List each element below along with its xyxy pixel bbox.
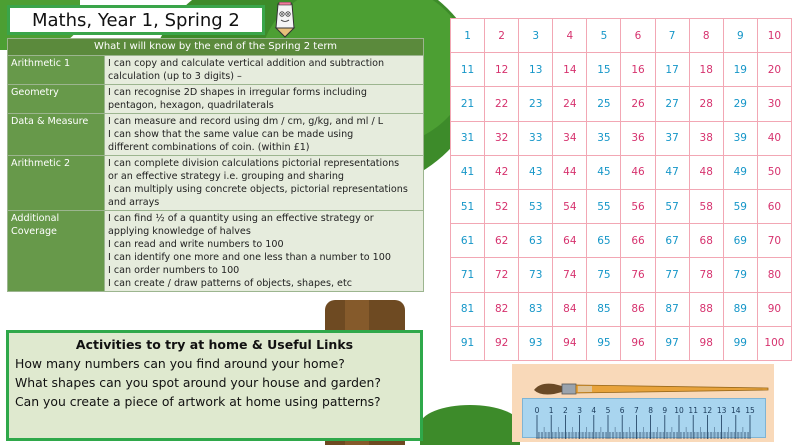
hundred-square-cell: 98 [689, 326, 723, 360]
hundred-square-cell: 39 [723, 121, 757, 155]
activity-line: Can you create a piece of artwork at home using patterns? [15, 394, 381, 409]
hundred-square-cell: 31 [451, 121, 485, 155]
hundred-square-cell: 32 [485, 121, 519, 155]
hundred-square-cell: 47 [655, 155, 689, 189]
activities-title: Activities to try at home & Useful Links [75, 337, 354, 352]
ruler-label: 11 [688, 406, 698, 415]
row-category: Arithmetic 2 [8, 155, 105, 210]
hundred-square-cell: 11 [451, 53, 485, 87]
hundred-square-cell: 93 [519, 326, 553, 360]
description-line: I can order numbers to 100 [108, 265, 240, 277]
hundred-square-cell: 53 [519, 189, 553, 223]
hundred-square-cell: 27 [655, 87, 689, 121]
hundred-square-cell: 83 [519, 292, 553, 326]
hundred-square-cell: 56 [621, 189, 655, 223]
hundred-square-cell: 8 [689, 19, 723, 53]
ruler-label: 10 [674, 406, 684, 415]
hundred-square-cell: 89 [723, 292, 757, 326]
hundred-square-cell: 1 [451, 19, 485, 53]
hundred-square-cell: 26 [621, 87, 655, 121]
ruler-label: 1 [548, 406, 554, 415]
ruler-label: 12 [702, 406, 713, 415]
description-line: I can create / draw patterns of objects, shapes, etc [108, 278, 352, 290]
title-box [7, 5, 265, 35]
description-line: I can recognise 2D shapes in irregular forms including [108, 86, 367, 98]
hundred-square-cell: 92 [485, 326, 519, 360]
hundred-square-cell: 7 [655, 19, 689, 53]
row-description [105, 211, 424, 292]
knowledge-table [7, 38, 424, 292]
description-line: I can multiply using concrete objects, pictorial representations [108, 184, 408, 196]
hundred-square-cell: 44 [553, 155, 587, 189]
row-category: Geometry [8, 84, 105, 113]
hundred-square-cell: 34 [553, 121, 587, 155]
row-category: Arithmetic 1 [8, 55, 105, 84]
hundred-square-cell: 33 [519, 121, 553, 155]
hundred-square-cell: 62 [485, 224, 519, 258]
description-line: I can show that the same value can be made using [108, 128, 354, 140]
row-category: Data & Measure [8, 113, 105, 155]
ruler-label: 5 [605, 406, 611, 415]
hundred-square-cell: 73 [519, 258, 553, 292]
row-description [105, 55, 424, 84]
table-row [8, 211, 424, 292]
hundred-square-cell: 23 [519, 87, 553, 121]
hundred-square-cell: 88 [689, 292, 723, 326]
hundred-square-cell: 85 [587, 292, 621, 326]
description-line: I can complete division calculations pictorial representations [108, 157, 400, 169]
description-line: different combinations of coin. (within £1) [108, 141, 310, 153]
hundred-square-cell: 5 [587, 19, 621, 53]
ruler-label: 13 [716, 406, 727, 415]
hundred-square-cell: 80 [757, 258, 791, 292]
hundred-square-cell: 58 [689, 189, 723, 223]
hundred-square-cell: 28 [689, 87, 723, 121]
hundred-square-cell: 70 [757, 224, 791, 258]
hundred-square-cell: 54 [553, 189, 587, 223]
hundred-square-cell: 20 [757, 53, 791, 87]
ruler-label: 6 [619, 406, 625, 415]
hundred-square-cell: 91 [451, 326, 485, 360]
hundred-square-cell: 77 [655, 258, 689, 292]
ruler-label: 8 [648, 406, 653, 415]
row-description [105, 155, 424, 210]
hundred-square-cell: 22 [485, 87, 519, 121]
hundred-square-cell: 57 [655, 189, 689, 223]
description-line: and arrays [108, 197, 160, 209]
row-category: Additional Coverage [8, 211, 105, 292]
hundred-square-cell: 64 [553, 224, 587, 258]
ruler-label: 14 [731, 406, 741, 415]
hundred-square-cell: 69 [723, 224, 757, 258]
description-line: or an effective strategy i.e. grouping and sharing [108, 170, 344, 182]
hundred-square-cell: 74 [553, 258, 587, 292]
paintbrush-icon [532, 378, 772, 398]
hundred-square-cell: 71 [451, 258, 485, 292]
ruler-label: 4 [591, 406, 597, 415]
description-line: I can find ½ of a quantity using an effective strategy or [108, 213, 374, 225]
ruler-label: 2 [563, 406, 568, 415]
ruler-label: 7 [634, 406, 639, 415]
row-description [105, 84, 424, 113]
ruler-label: 15 [745, 406, 755, 415]
hundred-square-cell: 75 [587, 258, 621, 292]
pencil-mascot-icon [270, 2, 300, 38]
row-description [105, 113, 424, 155]
hundred-square-cell: 50 [757, 155, 791, 189]
hundred-square-cell: 16 [621, 53, 655, 87]
hundred-square-cell: 79 [723, 258, 757, 292]
hundred-square-cell: 48 [689, 155, 723, 189]
hundred-square-cell: 76 [621, 258, 655, 292]
hundred-square-cell: 78 [689, 258, 723, 292]
hundred-square-cell: 12 [485, 53, 519, 87]
hundred-square-cell: 86 [621, 292, 655, 326]
hundred-square-cell: 41 [451, 155, 485, 189]
hundred-square-cell: 52 [485, 189, 519, 223]
ruler-label: 3 [577, 406, 582, 415]
hundred-square-cell: 55 [587, 189, 621, 223]
activity-line: How many numbers can you find around your home? [15, 356, 345, 371]
hundred-square-cell: 35 [587, 121, 621, 155]
hundred-square-cell: 94 [553, 326, 587, 360]
hundred-square-cell: 15 [587, 53, 621, 87]
description-line: I can copy and calculate vertical addition and subtraction [108, 57, 385, 69]
hundred-square-cell: 60 [757, 189, 791, 223]
hundred-square-cell: 99 [723, 326, 757, 360]
hundred-square-cell: 87 [655, 292, 689, 326]
ruler-label: 0 [534, 406, 540, 415]
page-title: Maths, Year 1, Spring 2 [32, 9, 240, 31]
ruler-icon [522, 398, 766, 438]
hundred-square-cell: 67 [655, 224, 689, 258]
hundred-square [450, 18, 792, 360]
hundred-square-cell: 42 [485, 155, 519, 189]
hundred-square-cell: 96 [621, 326, 655, 360]
hundred-square-cell: 14 [553, 53, 587, 87]
hundred-square-cell: 68 [689, 224, 723, 258]
hundred-square-cell: 84 [553, 292, 587, 326]
description-line: I can identify one more and one less than a number to 100 [108, 252, 391, 264]
hundred-square-cell: 10 [757, 19, 791, 53]
description-line: applying knowledge of halves [108, 226, 251, 238]
hundred-square-cell: 66 [621, 224, 655, 258]
hundred-square-cell: 40 [757, 121, 791, 155]
hundred-square-cell: 19 [723, 53, 757, 87]
grass-mound [420, 405, 520, 445]
hundred-square-cell: 82 [485, 292, 519, 326]
hundred-square-cell: 37 [655, 121, 689, 155]
description-line: I can read and write numbers to 100 [108, 239, 284, 251]
hundred-square-cell: 2 [485, 19, 519, 53]
hundred-square-cell: 65 [587, 224, 621, 258]
hundred-square-cell: 36 [621, 121, 655, 155]
hundred-square-cell: 49 [723, 155, 757, 189]
table-header: What I will know by the end of the Spring 2 term [8, 39, 424, 56]
activities-box [6, 330, 423, 441]
activity-line: What shapes can you spot around your house and garden? [15, 375, 381, 390]
table-row [8, 84, 424, 113]
hundred-square-cell: 6 [621, 19, 655, 53]
hundred-square-cell: 30 [757, 87, 791, 121]
hundred-square-cell: 38 [689, 121, 723, 155]
hundred-square-cell: 29 [723, 87, 757, 121]
hundred-square-cell: 21 [451, 87, 485, 121]
hundred-square-cell: 18 [689, 53, 723, 87]
hundred-square-cell: 46 [621, 155, 655, 189]
description-line: pentagon, hexagon, quadrilaterals [108, 99, 274, 111]
table-row [8, 113, 424, 155]
hundred-square-cell: 17 [655, 53, 689, 87]
hundred-square-cell: 61 [451, 224, 485, 258]
hundred-square-cell: 51 [451, 189, 485, 223]
hundred-square-cell: 24 [553, 87, 587, 121]
hundred-square-cell: 45 [587, 155, 621, 189]
hundred-square-cell: 97 [655, 326, 689, 360]
hundred-square-cell: 72 [485, 258, 519, 292]
hundred-square-cell: 63 [519, 224, 553, 258]
hundred-square-cell: 95 [587, 326, 621, 360]
hundred-square-cell: 25 [587, 87, 621, 121]
description-line: I can measure and record using dm / cm, g/kg, and ml / L [108, 115, 384, 127]
hundred-square-cell: 13 [519, 53, 553, 87]
hundred-square-cell: 43 [519, 155, 553, 189]
hundred-square-cell: 59 [723, 189, 757, 223]
hundred-square-cell: 90 [757, 292, 791, 326]
hundred-square-cell: 81 [451, 292, 485, 326]
hundred-square-cell: 4 [553, 19, 587, 53]
hundred-square-cell: 100 [757, 326, 791, 360]
hundred-square-cell: 9 [723, 19, 757, 53]
hundred-square-cell: 3 [519, 19, 553, 53]
description-line: calculation (up to 3 digits) – [108, 70, 242, 82]
ruler-label: 9 [662, 406, 668, 415]
table-row [8, 155, 424, 210]
table-row [8, 55, 424, 84]
